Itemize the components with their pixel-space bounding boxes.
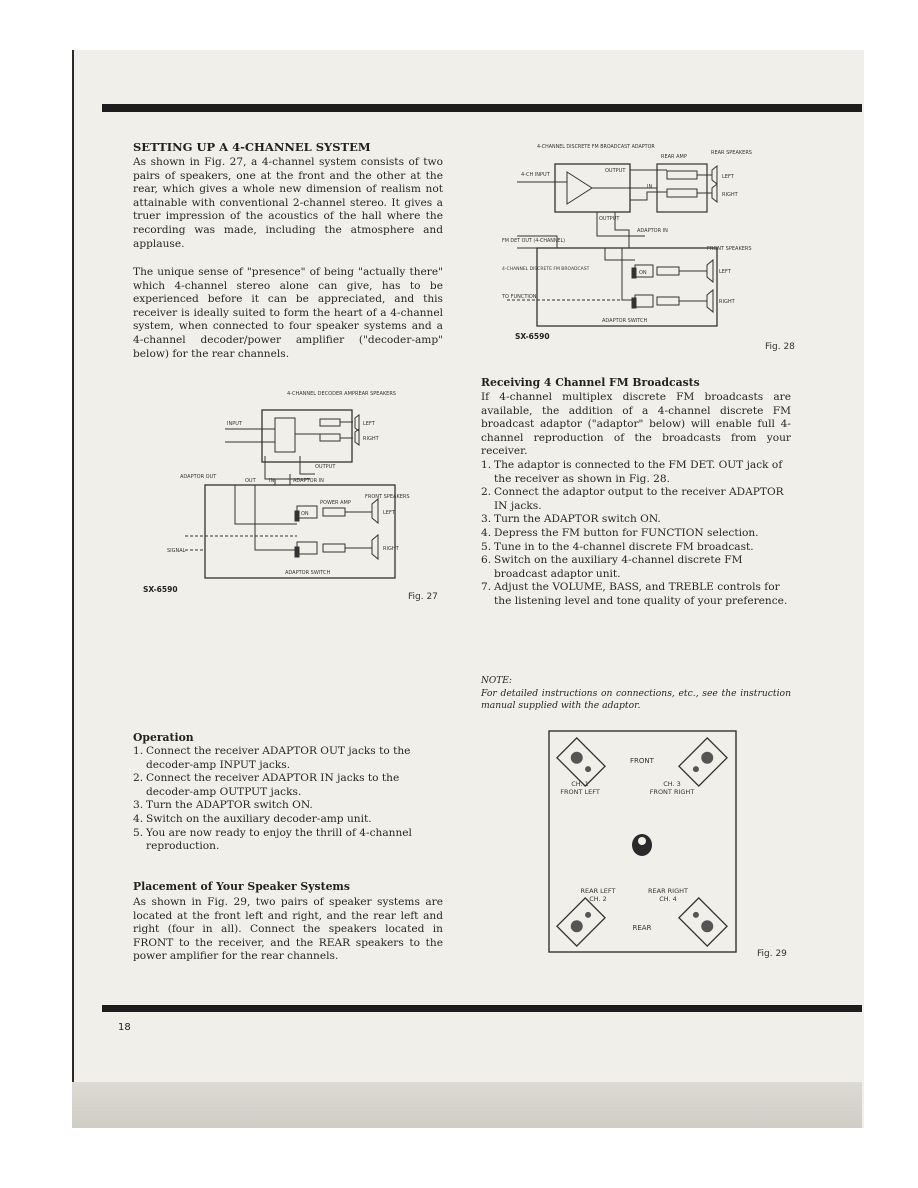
operation-step-2: 2. Connect the receiver ADAPTOR IN jacks to the decoder-amp OUTPUT jacks. [133, 772, 400, 798]
fig29-front-right-label: FRONT RIGHT [649, 788, 695, 796]
operation-step-3: 3. Turn the ADAPTOR switch ON. [133, 799, 313, 812]
fig29-caption: Fig. 29 [757, 949, 787, 959]
fig28-label-speaker-left: LEFT [719, 269, 731, 275]
fig27-caption: Fig. 27 [408, 592, 438, 602]
fig29-rear-left-label: REAR LEFT [580, 887, 616, 895]
fig28-label-front-speakers: FRONT SPEAKERS [707, 246, 752, 252]
fig27-label-speaker-left: LEFT [383, 510, 395, 516]
fig27-label-on: ON [301, 511, 309, 517]
presence-paragraph: The unique sense of "presence" of being "actually there" which 4-channel stereo alone can give, has to be experienced before it can be appreciated, and this receiver is ideally suited to form the heart of a 4-channel system, when connected to four speaker systems and a 4-channel decoder/power amplifier ("decoder-amp" below) for the rear channels. [133, 266, 443, 360]
fig28-label-adaptor-switch: ADAPTOR SWITCH [602, 318, 648, 324]
note-label: NOTE: [481, 676, 512, 686]
fig27-label-speaker-right: RIGHT [383, 546, 399, 552]
fig28-label-ch4-input: 4-CH INPUT [521, 172, 550, 178]
intro-paragraph: As shown in Fig. 27, a 4-channel system consists of two pairs of speakers, one at the front and the other at the rear, which gives a whole new dimension of realism not attainable with conventional 2-channel stereo. It gives a truer impression of the acoustics of the hall where the recording was made, including the atmosphere and applause. [133, 156, 443, 250]
fig28-label-discrete-fm: 4-CHANNEL DISCRETE FM BROADCAST [502, 267, 590, 272]
bottom-rule [102, 1005, 862, 1012]
receiving-step-4: 4. Depress the FM button for FUNCTION selection. [481, 526, 759, 539]
receiving-intro: If 4-channel multiplex discrete FM broadcasts are available, the addition of a 4-channel discrete FM broadcast adaptor ("adaptor" below) will enable full 4-channel reproduction of the broadcasts from your receiver. [481, 391, 791, 458]
note-text: For detailed instructions on connections, etc., see the instruction manual supplied with the adaptor. [481, 688, 791, 711]
fig29-ch4-label: CH. 4 [659, 895, 677, 903]
fig29-rear-right-label: REAR RIGHT [648, 887, 688, 895]
operation-steps [133, 745, 443, 854]
fig29-ch2-label: CH. 2 [589, 895, 607, 903]
receiving-step-1: 1. The adaptor is connected to the FM DET. OUT jack of the receiver as shown in Fig. 28. [481, 459, 783, 485]
fig29-diagram [548, 730, 738, 954]
fig28-label-adaptor-in: ADAPTOR IN [637, 228, 668, 234]
receiving-step-5: 5. Tune in to the 4-channel discrete FM broadcast. [481, 540, 754, 553]
page-number: 18 [118, 1022, 131, 1033]
top-rule [102, 104, 862, 112]
placement-paragraph: As shown in Fig. 29, two pairs of speaker systems are located at the front left and right, and the rear left and right (four in all). Connect the speakers located in FRONT to the receiver, and the REAR speakers to the power amplifier for the rear channels. [133, 896, 443, 963]
fig28-label-fm-det-out: FM DET OUT (4-CHANNEL) [502, 239, 565, 244]
fig28-label-rear-amp: REAR AMP [661, 154, 687, 160]
receiving-step-6: 6. Switch on the auxiliary 4-channel discrete FM broadcast adaptor unit. [481, 554, 743, 580]
fig29-ch3-label: CH. 3 [663, 780, 681, 788]
operation-heading: Operation [133, 731, 194, 744]
receiving-step-2: 2. Connect the adaptor output to the receiver ADAPTOR IN jacks. [481, 486, 784, 512]
receiving-heading: Receiving 4 Channel FM Broadcasts [481, 376, 700, 389]
operation-step-4: 4. Switch on the auxiliary decoder-amp unit. [133, 812, 372, 825]
fig28-label-output-2: OUTPUT [599, 216, 620, 222]
listener-icon [632, 834, 652, 856]
receiving-step-7: 7. Adjust the VOLUME, BASS, and TREBLE controls for the listening level and tone quality of your preference. [481, 581, 788, 607]
fig28-label-speaker-right: RIGHT [719, 299, 735, 305]
fig29-front-label: FRONT [630, 757, 654, 765]
fig28-label-on: ON [639, 270, 647, 276]
fig27-label-adaptor-out: ADAPTOR OUT [180, 474, 217, 480]
fig27-label-left: LEFT [363, 421, 375, 427]
fig27-label-rear-speakers: REAR SPEAKERS [355, 391, 396, 397]
fig29-front-left-label: FRONT LEFT [560, 788, 600, 796]
fig28-label-right: RIGHT [722, 192, 738, 198]
fig29-ch1-label: CH. 1 [571, 780, 589, 788]
fig28-label-in: IN [647, 184, 653, 190]
receiving-steps [481, 459, 791, 609]
operation-step-5: 5. You are now ready to enjoy the thrill of 4-channel reproduction. [133, 826, 412, 853]
fig27-label-in: IN [269, 478, 275, 484]
fig27-label-out: OUT [245, 478, 256, 484]
fig28-label-output: OUTPUT [605, 168, 626, 174]
section-heading-4ch: SETTING UP A 4-CHANNEL SYSTEM [133, 140, 371, 154]
fig27-label-output: OUTPUT [315, 464, 336, 470]
fig28-diagram [497, 140, 777, 350]
fig29-rear-label: REAR [632, 924, 652, 932]
fig27-label-signal: SIGNAL [167, 548, 186, 554]
fig28-label-rear-speakers: REAR SPEAKERS [711, 150, 752, 156]
operation-step-1: 1. Connect the receiver ADAPTOR OUT jacks to the decoder-amp INPUT jacks. [133, 745, 411, 771]
fig27-label-adaptor-switch: ADAPTOR SWITCH [285, 570, 331, 576]
fig27-label-decoder-amp: 4-CHANNEL DECODER AMP [287, 391, 355, 397]
fig27-model-label: SX-6590 [143, 585, 178, 594]
fig28-model-label: SX-6590 [515, 332, 550, 341]
receiving-step-3: 3. Turn the ADAPTOR switch ON. [481, 513, 661, 526]
fig27-label-right: RIGHT [363, 436, 379, 442]
fig28-label-to-function: TO FUNCTION [502, 294, 537, 300]
fig28-label-left: LEFT [722, 174, 734, 180]
fig27-label-power-amp: POWER AMP [320, 500, 351, 506]
fig27-label-input: INPUT [227, 421, 242, 427]
fig27-label-adaptor-in: ADAPTOR IN [293, 478, 324, 484]
fig28-label-adaptor-title: 4-CHANNEL DISCRETE FM BROADCAST ADAPTOR [537, 145, 655, 150]
page-fold-shadow [72, 1082, 862, 1128]
fig27-diagram [165, 384, 435, 589]
fig27-label-front-speakers: FRONT SPEAKERS [365, 494, 410, 500]
fig28-caption: Fig. 28 [765, 342, 795, 352]
placement-heading: Placement of Your Speaker Systems [133, 880, 350, 893]
